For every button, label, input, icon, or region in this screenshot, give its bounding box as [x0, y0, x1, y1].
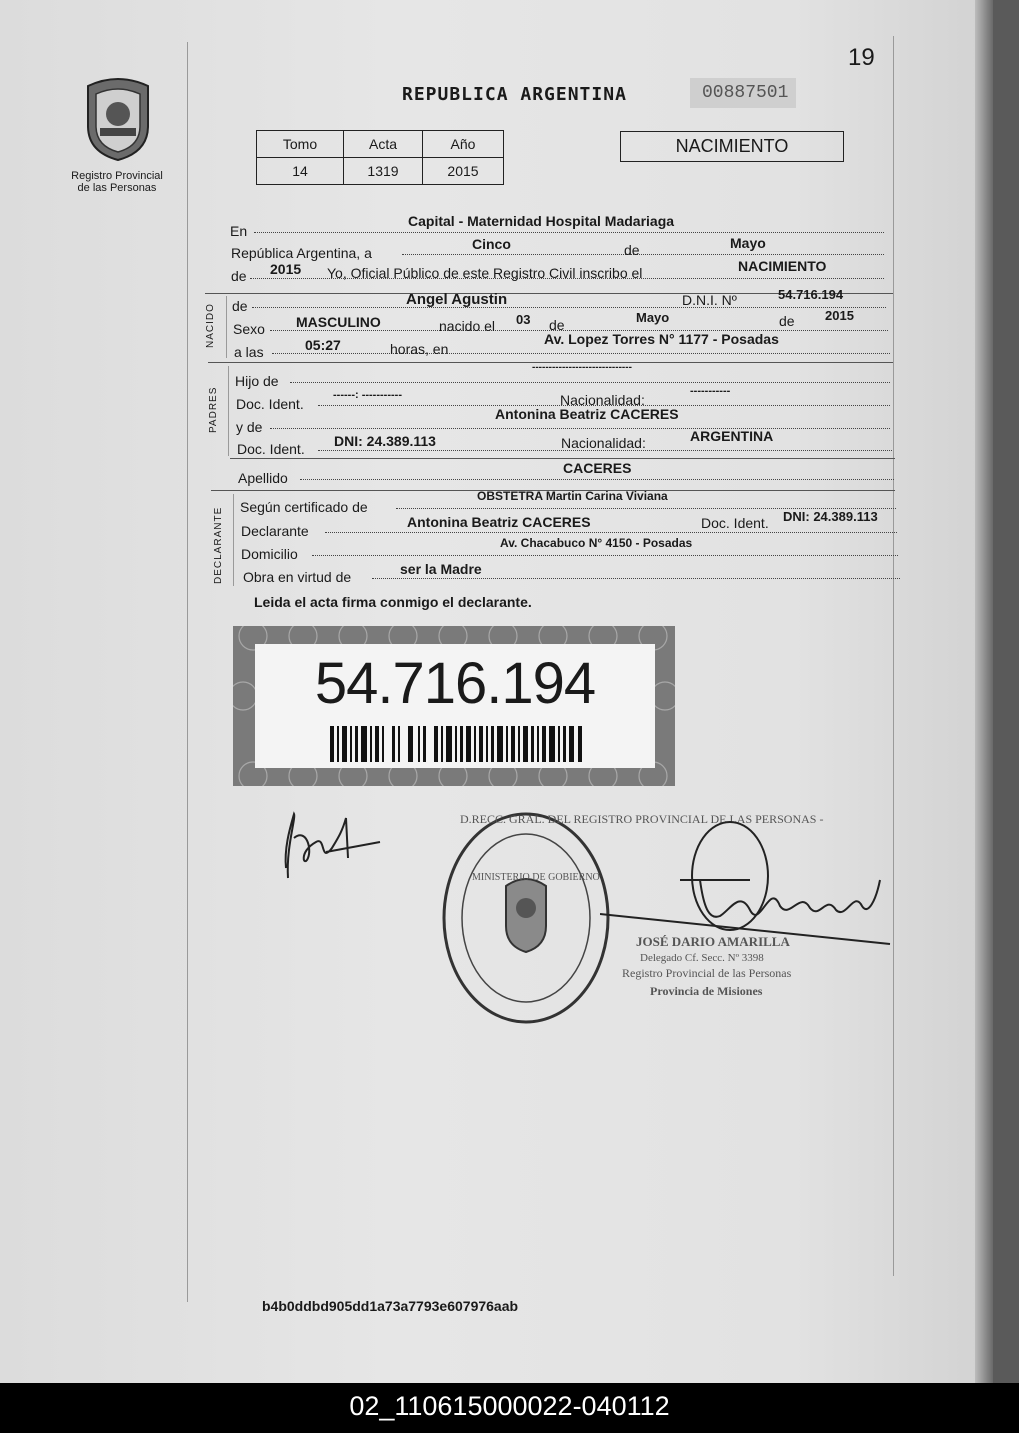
- yde-label: y de: [236, 419, 263, 435]
- acta-header: Acta: [344, 131, 423, 158]
- apellido-value: CACERES: [563, 460, 632, 476]
- right-margin-line: [893, 36, 894, 1276]
- binder-edge: [975, 0, 993, 1383]
- nacido-side-line: [226, 296, 227, 358]
- republica-dots: [402, 254, 884, 255]
- inscribo-value: NACIMIENTO: [738, 258, 827, 274]
- seal-inner-text: MINISTERIO DE GOBIERNO: [472, 872, 600, 883]
- tomo-value: 14: [257, 158, 344, 185]
- mes-value: Mayo: [730, 235, 766, 251]
- tomo-header: Tomo: [257, 131, 344, 158]
- province-coat-of-arms-icon: [78, 76, 158, 162]
- declarante-value: Antonina Beatriz CACERES: [407, 514, 591, 530]
- serial-number: 00887501: [690, 78, 796, 108]
- anio-text-value: 2015: [270, 261, 302, 277]
- lugar-value: Av. Lopez Torres N° 1177 - Posadas: [544, 331, 779, 347]
- declarante-label: Declarante: [241, 523, 309, 539]
- segun-label: Según certificado de: [240, 499, 368, 515]
- nombre-dots: [252, 307, 886, 308]
- nacido-label: nacido el: [439, 318, 496, 334]
- section-divider-apellido-top: [230, 458, 895, 459]
- dni-value: 54.716.194: [778, 287, 844, 302]
- official-role: Delegado Cf. Secc. Nº 3398: [640, 952, 764, 964]
- left-signature: [276, 808, 386, 888]
- horas-label: horas, en: [390, 341, 449, 357]
- hijo-label: Hijo de: [235, 373, 279, 389]
- nombre-value: Angel Agustin: [406, 291, 508, 308]
- registry-caption: [62, 170, 172, 194]
- padres-side-label: PADRES: [208, 386, 219, 433]
- padres-side-line: [228, 366, 229, 456]
- obra-label: Obra en virtud de: [243, 569, 352, 585]
- declarante-side-line: [233, 494, 234, 586]
- dia-value: Cinco: [472, 236, 511, 252]
- dni-big-number: 54.716.194: [314, 651, 596, 716]
- nac-anio-value: 2015: [825, 308, 854, 323]
- hijo-dots: [290, 382, 890, 383]
- hijo-value: ------------------------------: [532, 362, 632, 373]
- country-title: REPUBLICA ARGENTINA: [402, 84, 627, 105]
- doc3-value: DNI: 24.389.113: [783, 509, 878, 524]
- acta-value: 1319: [344, 158, 423, 185]
- nac-mes-value: Mayo: [636, 310, 670, 325]
- alas-dots: [272, 353, 890, 354]
- dni-label-block: [233, 626, 675, 786]
- inscribo-label: Yo, Oficial Público de este Registro Civil inscribo el: [327, 265, 643, 281]
- nac1-value: -----------: [690, 385, 731, 397]
- dni-label: D.N.I. Nº: [682, 292, 737, 308]
- anio-value: 2015: [423, 158, 504, 185]
- official-name: JOSÉ DARIO AMARILLA: [636, 934, 790, 949]
- de4-label: de: [549, 317, 565, 333]
- domicilio-dots: [312, 555, 898, 556]
- nac1-label: Nacionalidad:: [560, 392, 645, 408]
- domicilio-label: Domicilio: [241, 546, 298, 562]
- dni-label-panel: [255, 644, 655, 768]
- record-type: NACIMIENTO: [620, 131, 844, 162]
- en-dots: [254, 232, 884, 233]
- apellido-label: Apellido: [238, 470, 288, 486]
- official-registry: Registro Provincial de las Personas: [622, 966, 792, 980]
- barcode: [330, 726, 586, 762]
- de2-label: de: [231, 268, 247, 284]
- declarante-side-label: DECLARANTE: [213, 506, 224, 584]
- seal-ring-text: D.RECC. GRAL. DEL REGISTRO PROVINCIAL DE LAS PERSONAS -: [460, 812, 824, 826]
- de-label: de: [624, 242, 640, 258]
- doc1-label: Doc. Ident.: [236, 396, 304, 412]
- nac-dia-value: 03: [516, 312, 531, 327]
- doc1-value: ------: -----------: [333, 389, 402, 401]
- de5-label: de: [779, 313, 795, 329]
- record-table: [256, 130, 504, 185]
- domicilio-value: Av. Chacabuco N° 4150 - Posadas: [500, 536, 693, 550]
- alas-label: a las: [234, 344, 264, 360]
- obra-dots: [372, 578, 900, 579]
- hora-value: 05:27: [305, 337, 341, 353]
- registry-caption-line1: Registro Provincial: [71, 170, 163, 182]
- sexo-value: MASCULINO: [296, 314, 381, 330]
- nac2-label: Nacionalidad:: [561, 435, 646, 451]
- sexo-label: Sexo: [233, 321, 265, 337]
- nacido-side-label: NACIDO: [205, 303, 216, 348]
- republica-label: República Argentina, a: [231, 245, 372, 261]
- doc3-label: Doc. Ident.: [701, 515, 769, 531]
- registry-caption-line2: de las Personas: [77, 182, 157, 194]
- yde-dots: [270, 428, 890, 429]
- page-number: 19: [848, 44, 875, 71]
- en-value: Capital - Maternidad Hospital Madariaga: [408, 213, 675, 229]
- declarante-dots: [325, 532, 897, 533]
- document-hash: b4b0ddbd905dd1a73a7793e607976aab: [262, 1298, 519, 1314]
- footer-code: 02_110615000022-040112: [0, 1383, 1019, 1433]
- doc2-label: Doc. Ident.: [237, 441, 305, 457]
- reading-statement: Leida el acta firma conmigo el declarante.: [254, 594, 532, 610]
- madre-value: Antonina Beatriz CACERES: [495, 406, 679, 422]
- en-label: En: [230, 223, 248, 239]
- doc2-value: DNI: 24.389.113: [334, 433, 436, 449]
- de3-label: de: [232, 298, 248, 314]
- apellido-dots: [300, 479, 894, 480]
- segun-value: OBSTETRA Martin Carina Viviana: [477, 489, 668, 503]
- left-margin-line: [187, 42, 188, 1302]
- nac2-value: ARGENTINA: [690, 428, 774, 444]
- official-province: Provincia de Misiones: [650, 984, 763, 998]
- anio-header: Año: [423, 131, 504, 158]
- obra-value: ser la Madre: [400, 561, 482, 577]
